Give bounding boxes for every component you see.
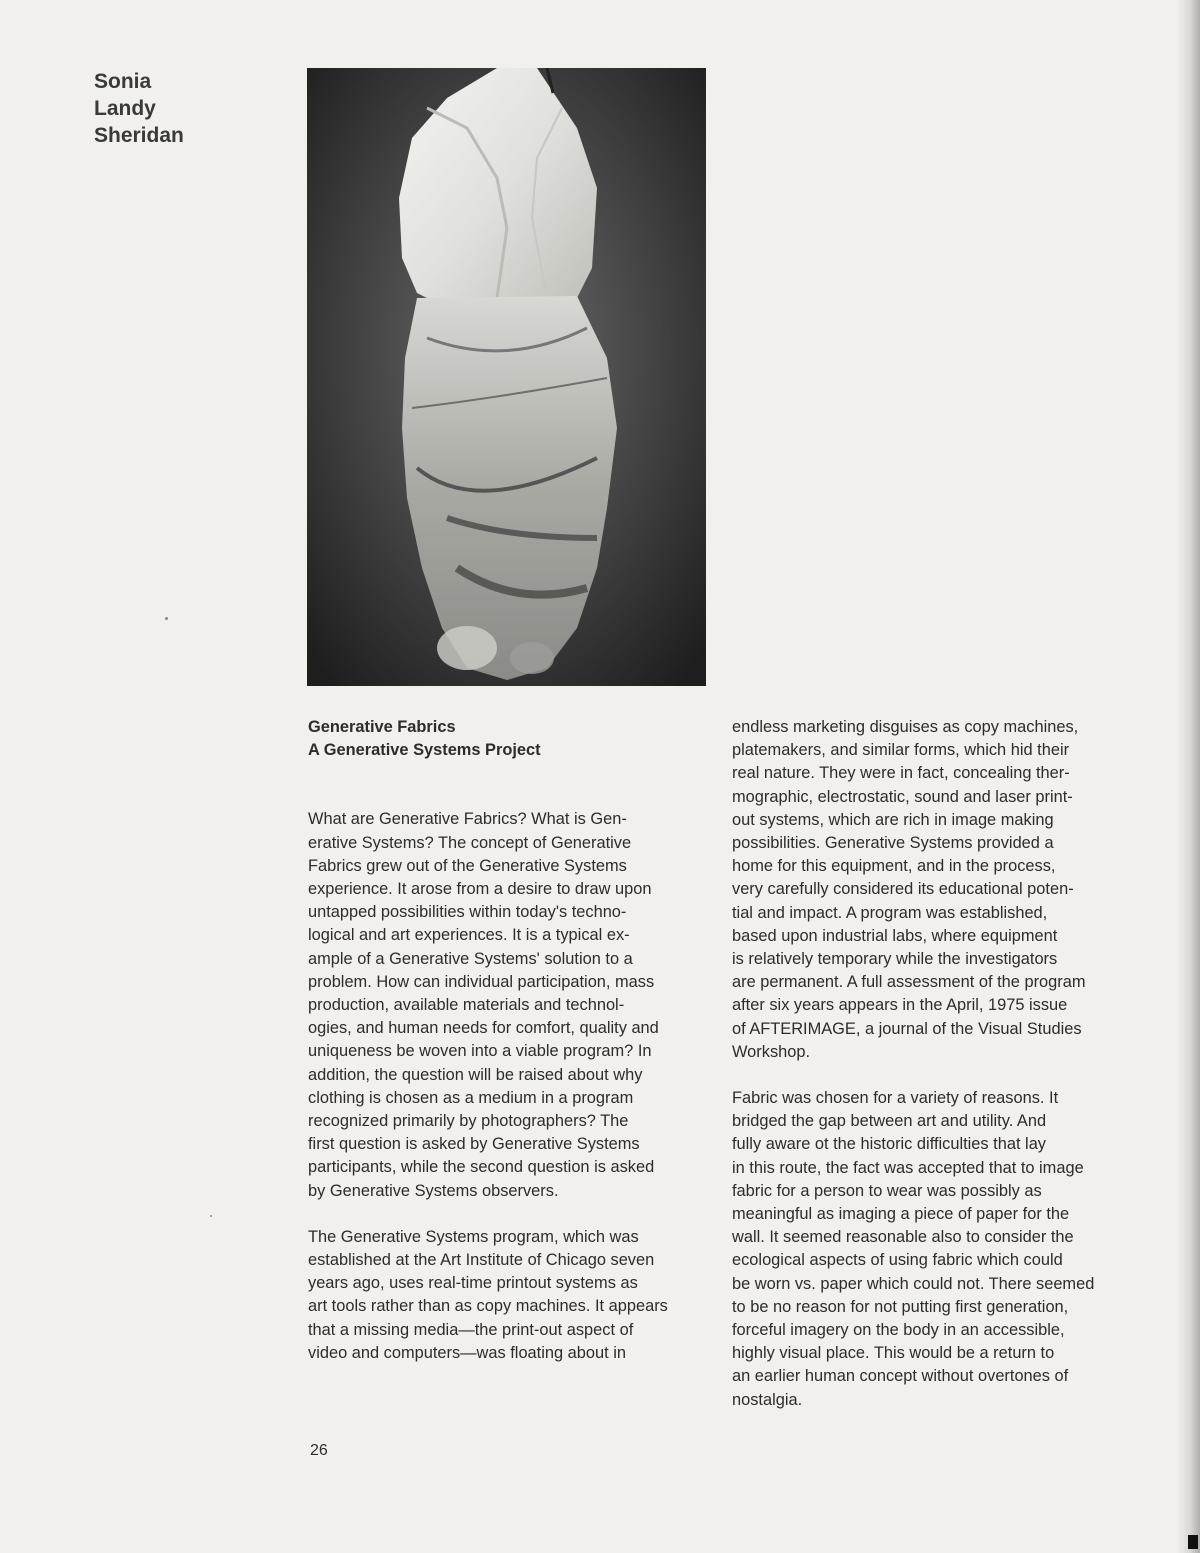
- fabric-photograph: [307, 68, 706, 686]
- dust-speck: [165, 617, 168, 620]
- page-number: 26: [310, 1442, 328, 1459]
- article-title-line-1: Generative Fabrics: [308, 718, 456, 736]
- fabric-photograph-drawing: [307, 68, 706, 686]
- article-subtitle: A Generative Systems Project: [308, 741, 541, 760]
- article-left-column: [308, 716, 708, 1388]
- author-last-name: Sheridan: [94, 124, 184, 147]
- page-edge-shadow: [1176, 0, 1200, 1553]
- author-middle-name: Landy: [94, 97, 156, 120]
- paragraph: The Generative Systems program, which was established at the Art Institute of Chicago seven years ago, uses real-time printout systems as art tools rather than as copy machines. It appears that a missing media—the print-out aspect of video and computers—was floating about in: [308, 1227, 668, 1362]
- paragraph: endless marketing disguises as copy machines, platemakers, and similar forms, which hid their real nature. They were in fact, concealing ther- mographic, electrostatic, sound and laser print- out systems, which are rich in image making possibilities. Generative Systems provided a home for this equipment, and in the process, very carefully considered its educational poten- tial and impact. A program was established, based upon industrial labs, where equipment is relatively temporary while the investigators are permanent. A full assessment of the program after six years appears in the April, 1975 issue of AFTERIMAGE, a journal of the Visual Studies Workshop.: [732, 718, 1086, 1061]
- paragraph: What are Generative Fabrics? What is Gen- erative Systems? The concept of Generative Fabrics grew out of the Generative Systems experience. It arose from a desire to draw upon untapped possibilities within today's techno- logical and art experiences. It is a typical ex- ample of a Generative Systems' solution to a problem. How can individual participation, mass production, available materials and technol- ogies, and human needs for comfort, quality and uniqueness be woven into a viable program? In addition, the question will be raised about why clothing is chosen as a medium in a program recognized primarily by photographers? The first question is asked by Generative Systems participants, while the second question is asked by Generative Systems observers.: [308, 810, 659, 1200]
- author-first-name: Sonia: [94, 70, 152, 93]
- article-right-column: [732, 716, 1132, 1435]
- paragraph: Fabric was chosen for a variety of reasons. It bridged the gap between art and utility. And fully aware ot the historic difficulties that lay in this route, the fact was accepted that to image fabric for a person to wear was possibly as meaningful as imaging a piece of paper for the wall. It seemed reasonable also to consider the ecological aspects of using fabric which could be worn vs. paper which could not. There seemed to be no reason for not putting first generation, forceful imagery on the body in an accessible, highly visual place. This would be a return to an earlier human concept without overtones of nostalgia.: [732, 1089, 1095, 1409]
- article-title: [308, 716, 708, 762]
- author-name: [94, 68, 254, 149]
- dust-speck: [210, 1215, 212, 1217]
- corner-mark: [1188, 1535, 1198, 1549]
